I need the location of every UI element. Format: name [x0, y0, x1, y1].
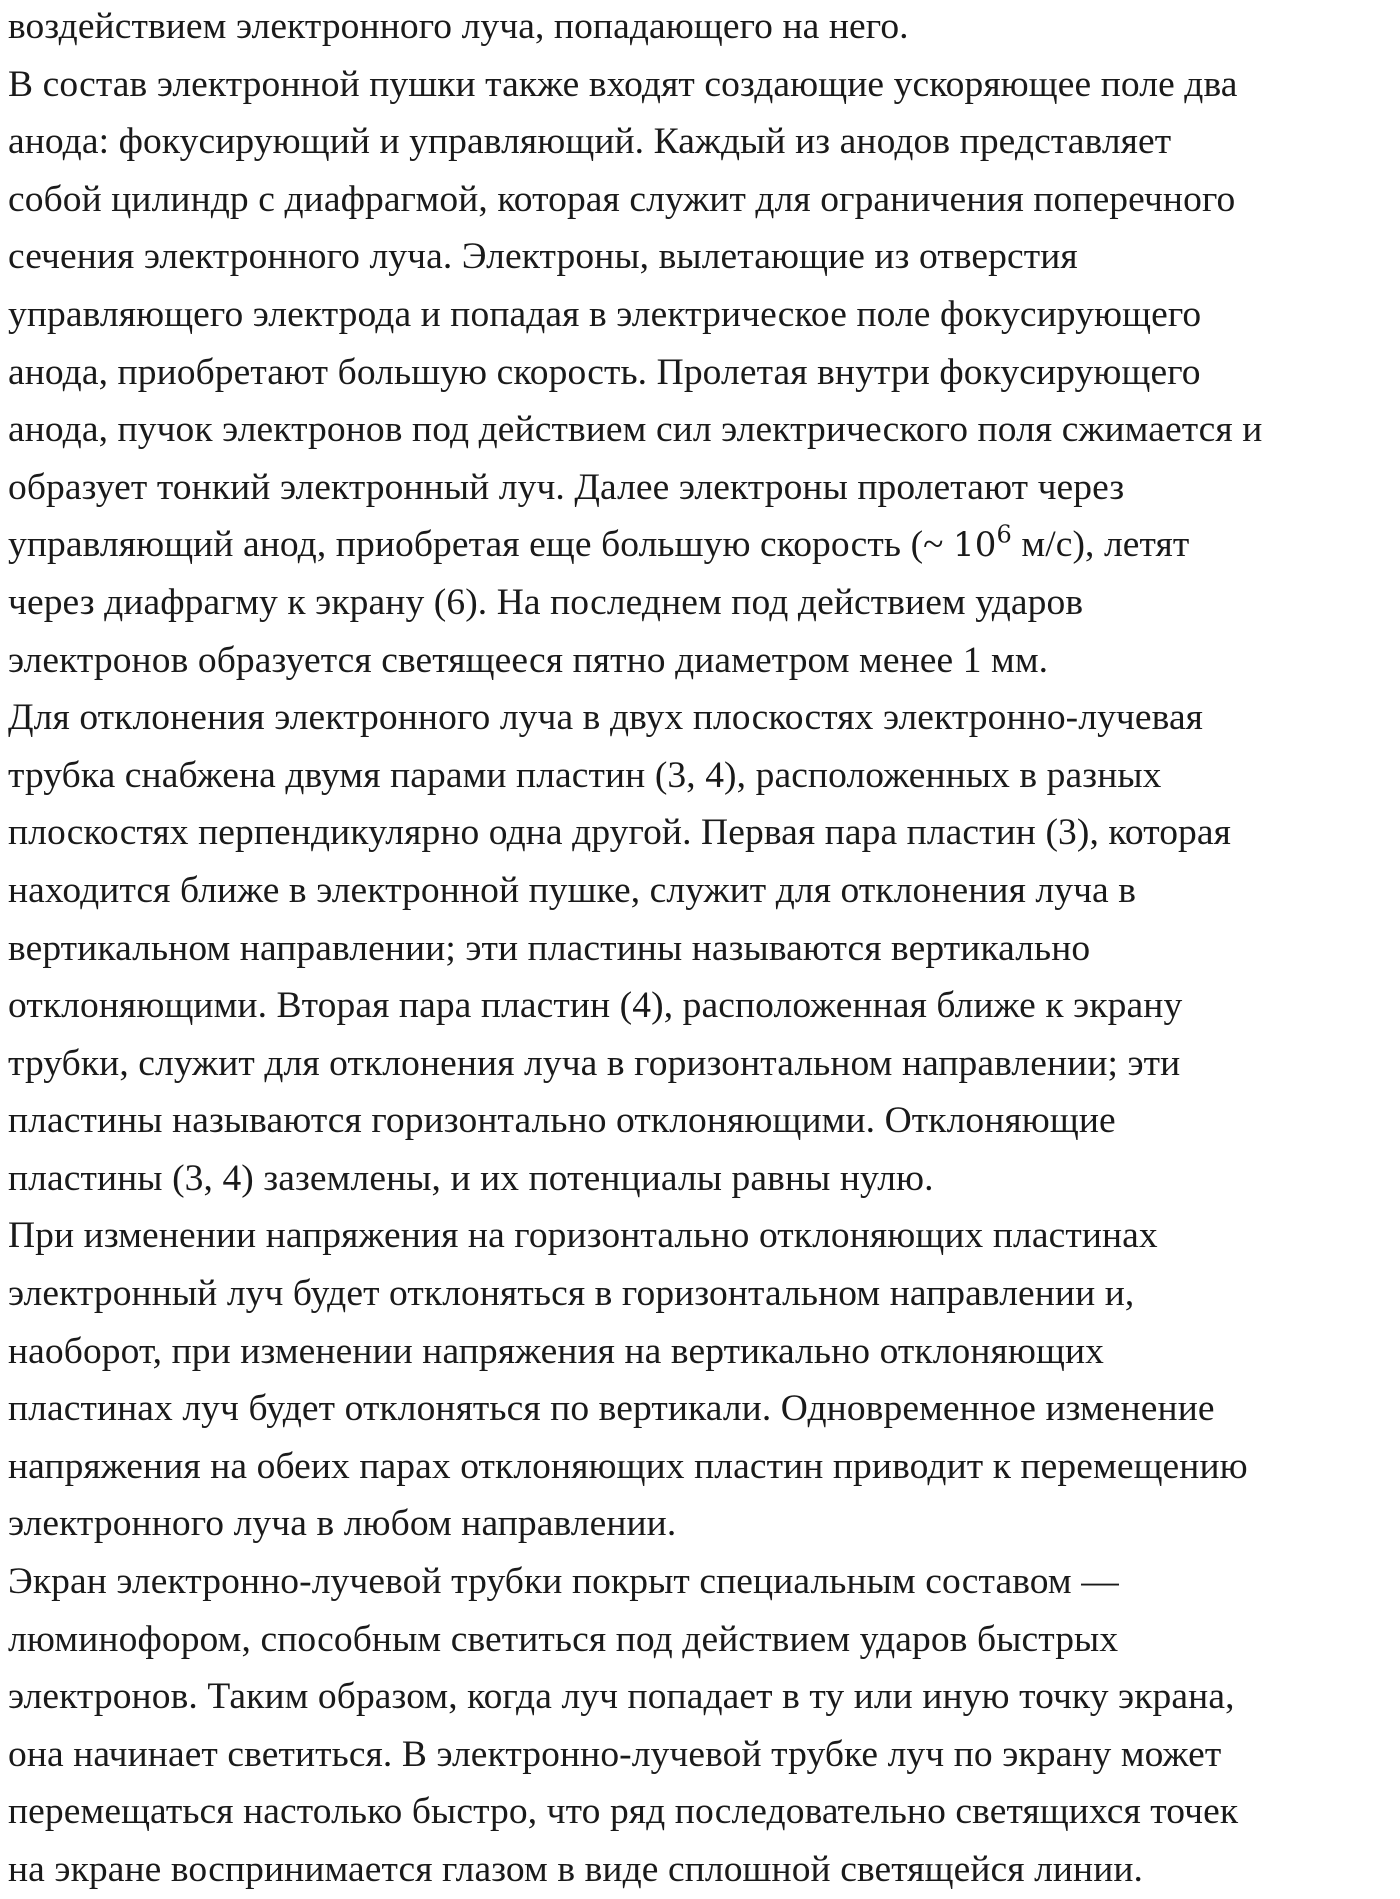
text-line: При изменении напряжения на горизонтально отклоняющих пластинах [8, 1215, 1158, 1257]
formula-text-after: м/с), летят [1011, 524, 1190, 566]
text-line: воздействием электронного луча, попадающего на него. [8, 6, 909, 47]
formula-text-before: управляющий анод, приобретая еще большую скорость (~ [8, 524, 954, 566]
text-line: трубка снабжена двумя парами пластин (3, 4), расположенных в разных [8, 754, 1162, 796]
text-line: пластины (3, 4) заземлены, и их потенциалы равны нулю. [8, 1157, 934, 1199]
text-line-with-formula [8, 516, 1400, 574]
text-line: электронный луч будет отклоняться в горизонтальном направлении и, [8, 1273, 1135, 1315]
text-line: она начинает светиться. В электронно-лучевой трубке луч по экрану может [8, 1733, 1222, 1775]
text-line: В состав электронной пушки также входят создающие ускоряющее поле два [8, 63, 1238, 105]
text-line: перемещаться настолько быстро, что ряд последовательно светящихся точек [8, 1791, 1239, 1833]
text-line: анода, приобретают большую скорость. Пролетая внутри фокусирующего [8, 351, 1201, 393]
text-line: отклоняющими. Вторая пара пластин (4), расположенная ближе к экрану [8, 985, 1183, 1027]
text-line: трубки, служит для отклонения луча в горизонтальном направлении; эти [8, 1042, 1181, 1084]
text-line: напряжения на обеих парах отклоняющих пластин приводит к перемещению [8, 1445, 1248, 1487]
text-line: находится ближе в электронной пушке, служит для отклонения луча в [8, 869, 1137, 911]
formula-base: 10 [953, 525, 997, 566]
text-line: электронного луча в любом направлении. [8, 1503, 677, 1545]
text-line: сечения электронного луча. Электроны, вылетающие из отверстия [8, 236, 1078, 278]
text-line: Экран электронно-лучевой трубки покрыт специальным составом — [8, 1561, 1119, 1603]
text-line: плоскостях перпендикулярно одна другой. Первая пара пластин (3), которая [8, 812, 1231, 854]
text-line: Для отклонения электронного луча в двух плоскостях электронно-лучевая [8, 697, 1204, 739]
text-line: вертикальном направлении; эти пластины называются вертикально [8, 927, 1091, 969]
document-page [8, 0, 1400, 1899]
formula-exponent: 6 [996, 520, 1012, 549]
text-line: электронов образуется светящееся пятно диаметром менее 1 мм. [8, 639, 1049, 681]
text-line: люминофором, способным светиться под действием ударов быстрых [8, 1618, 1119, 1660]
text-line: пластины называются горизонтально отклоняющими. Отклоняющие [8, 1100, 1116, 1142]
text-line: наоборот, при изменении напряжения на вертикально отклоняющих [8, 1330, 1105, 1372]
text-line: образует тонкий электронный луч. Далее электроны пролетают через [8, 466, 1125, 508]
text-line: управляющего электрода и попадая в электрическое поле фокусирующего [8, 293, 1202, 335]
text-line: электронов. Таким образом, когда луч попадает в ту или иную точку экрана, [8, 1676, 1235, 1718]
text-line: пластинах луч будет отклоняться по вертикали. Одновременное изменение [8, 1388, 1215, 1430]
text-line: через диафрагму к экрану (6). На последнем под действием ударов [8, 581, 1084, 623]
text-line: анода: фокусирующий и управляющий. Каждый из анодов представляет [8, 121, 1172, 163]
text-line: собой цилиндр с диафрагмой, которая служит для ограничения поперечного [8, 178, 1236, 220]
text-line: на экране воспринимается глазом в виде сплошной светящейся линии. [8, 1849, 1144, 1890]
text-line: анода, пучок электронов под действием сил электрического поля сжимается и [8, 409, 1263, 451]
